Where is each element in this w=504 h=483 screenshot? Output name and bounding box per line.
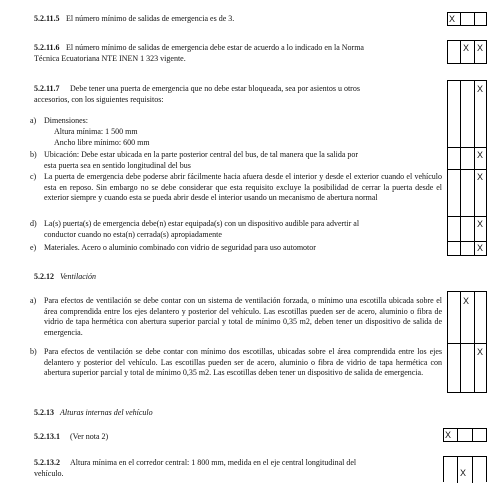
check-mark: X xyxy=(449,14,456,24)
column-divider xyxy=(474,41,475,63)
section-number-5-2-13: 5.2.13 xyxy=(34,408,54,417)
item-d-label: d) xyxy=(30,219,37,228)
section-number-5-2-11-5: 5.2.11.5 xyxy=(34,14,60,23)
item-a-width: Ancho libre mínimo: 600 mm xyxy=(54,138,150,147)
section-number-5-2-11-7: 5.2.11.7 xyxy=(34,84,60,93)
row-divider xyxy=(448,216,486,217)
ventilation-item-a-label: a) xyxy=(30,296,37,305)
section-number-5-2-11-6: 5.2.11.6 xyxy=(34,43,60,52)
ventilation-item-a-text: Para efectos de ventilación se debe contar con un sistema de ventilación forzada, o mínimo una escotilla ubicada sobre el área comprendida entre los ejes delantero y posterior del vehículo. Las escotillas pueden ser de acero, aluminio o fibra de vidrio de tapa hermética con abertura superior parcial y total de mínimo 0,35 m2, deben tener un dispositivo de salida de emergencia. xyxy=(44,296,442,337)
row-divider xyxy=(448,147,486,148)
column-divider xyxy=(460,81,461,255)
ventilation-item-b-label: b) xyxy=(30,347,37,356)
item-e-text: Materiales. Acero o aluminio combinado con vidrio de seguridad para uso automotor xyxy=(44,243,316,252)
item-b-line1: Ubicación: Debe estar ubicada en la parte posterior central del bus, de tal manera que la salida por xyxy=(44,150,359,159)
column-divider xyxy=(457,457,458,483)
item-b-line2: esta puerta sea en sentido longitudinal del bus xyxy=(44,161,191,170)
column-divider xyxy=(474,81,475,255)
section-number-5-2-12: 5.2.12 xyxy=(34,272,54,281)
section-title-5-2-12: Ventilación xyxy=(60,272,96,281)
column-divider xyxy=(472,457,473,483)
item-d-line2: conductor cuando no esta(n) cerrada(s) apropiadamente xyxy=(44,230,222,239)
section-text-5-2-11-5: El número mínimo de salidas de emergencia es de 3. xyxy=(66,14,235,23)
column-divider xyxy=(460,13,461,25)
section-number-5-2-13-2: 5.2.13.2 xyxy=(34,458,60,467)
item-e-label: e) xyxy=(30,243,37,252)
section-text-5-2-11-6-line2: Técnica Ecuatoriana NTE INEN 1 323 vigente. xyxy=(34,54,186,63)
check-mark: X xyxy=(477,172,484,182)
section-title-5-2-13: Alturas internas del vehículo xyxy=(60,408,153,417)
column-divider xyxy=(472,429,473,441)
section-text-5-2-11-6-line1: El número mínimo de salidas de emergencia debe estar de acuerdo a lo indicado en la Norma xyxy=(66,43,364,52)
column-divider xyxy=(460,41,461,63)
item-c-text: La puerta de emergencia debe poderse abrir fácilmente hacia afuera desde el interior y desde el exterior cuando el vehículo esta en reposo. Sin embargo no se debe considerar que esta requisito excluye la posibilidad de cerrar la puerta desde el exterior siempre y cuando esta se pueda abrir desde el interior usando un mecanismo de abertura normal xyxy=(44,172,442,202)
item-a-title: Dimensiones: xyxy=(44,116,88,125)
check-mark: X xyxy=(463,296,470,306)
check-mark: X xyxy=(477,243,484,253)
item-c-label: c) xyxy=(30,172,37,181)
check-mark: X xyxy=(460,468,467,478)
column-divider xyxy=(457,429,458,441)
check-mark: X xyxy=(477,43,484,53)
row-divider xyxy=(448,241,486,242)
row-divider xyxy=(448,343,486,344)
row-divider xyxy=(448,169,486,170)
check-mark: X xyxy=(477,219,484,229)
ventilation-item-b-text: Para efectos de ventilación se debe contar con mínimo dos escotillas, ubicadas sobre el área comprendida entre los ejes delantero y posterior del vehículo. Las escotillas pueden ser de acero, aluminio o fibra de vidrio de tapa hermética con abertura superior parcial y total de mínimo 0,35 m2. Las escotillas deben tener un dispositivo de salida de emergencia. xyxy=(44,347,442,378)
section-text-5-2-11-7-line1: Debe tener una puerta de emergencia que no debe estar bloqueada, sea por asientos u otros xyxy=(70,84,360,93)
section-text-5-2-13-2-line2: vehículo. xyxy=(34,469,64,478)
check-mark: X xyxy=(477,347,484,357)
item-a-height: Altura mínima: 1 500 mm xyxy=(54,127,138,136)
check-mark: X xyxy=(463,43,470,53)
column-divider xyxy=(474,292,475,392)
checkbox-grid-5-2-12 xyxy=(447,291,487,393)
section-number-5-2-13-1: 5.2.13.1 xyxy=(34,432,60,441)
section-text-5-2-13-2-line1: Altura mínima en el corredor central: 1 800 mm, medida en el eje central longitudinal del xyxy=(70,458,357,467)
check-mark: X xyxy=(445,430,452,440)
item-d-line1: La(s) puerta(s) de emergencia debe(n) estar equipada(s) con un dispositivo audible para advertir al xyxy=(44,219,360,228)
item-b-label: b) xyxy=(30,150,37,159)
check-mark: X xyxy=(477,84,484,94)
check-mark: X xyxy=(477,150,484,160)
column-divider xyxy=(460,292,461,392)
checkbox-grid-5-2-11-7 xyxy=(447,80,487,256)
section-text-5-2-13-1: (Ver nota 2) xyxy=(70,432,109,441)
section-text-5-2-11-7-line2: accesorios, con los siguientes requisitos: xyxy=(34,95,164,104)
column-divider xyxy=(474,13,475,25)
item-a-label: a) xyxy=(30,116,37,125)
